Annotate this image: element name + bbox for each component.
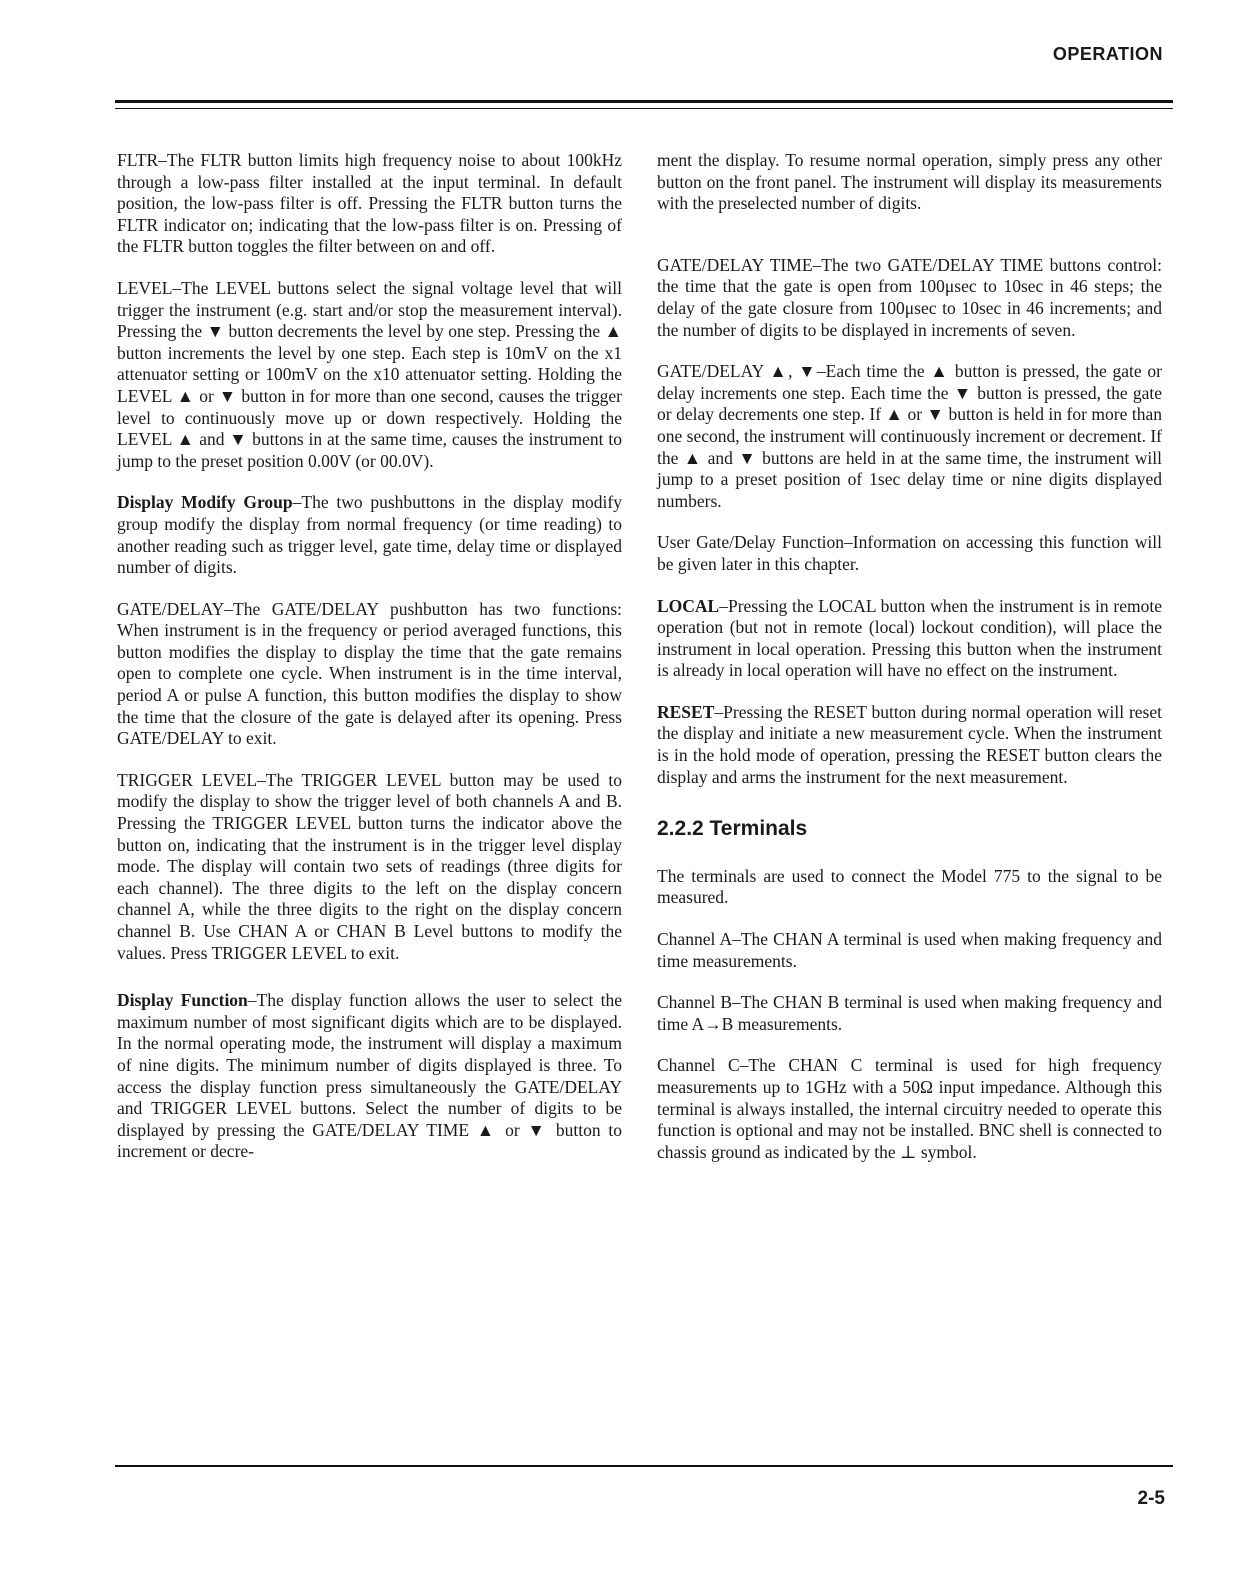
header-rule-thick [115, 100, 1173, 103]
channel-c-paragraph: Channel C–The CHAN C terminal is used for high frequency measurements up to 1GHz with a 50Ω input impedance. Although this terminal is always installed, the internal circuitry needed to operate this function is optional and may not be installed. BNC shell is connected to chassis ground as indicated by the ⊥ symbol. [657, 1055, 1162, 1162]
display-function-text: –The display function allows the user to select the maximum number of most significant digits which are to be displayed. In the normal operating mode, the instrument will display a maximum of nine digits. The minimum number of digits displayed is three. To access the display function press simultaneously the GATE/DELAY and TRIGGER LEVEL buttons. Select the number of digits to be displayed by pressing the GATE/DELAY TIME ▲ or ▼ button to increment or decre- [117, 990, 622, 1162]
terminals-intro-paragraph: The terminals are used to connect the Model 775 to the signal to be measured. [657, 865, 1162, 908]
left-column [117, 150, 622, 1183]
local-paragraph [657, 596, 1162, 682]
local-text: –Pressing the LOCAL button when the instrument is in remote operation (but not in remote (local) lockout condition), will place the instrument in local operation. Pressing this button when the instrument is already in local operation will have no effect on the instrument. [657, 595, 1162, 681]
reset-title: RESET [657, 701, 715, 722]
display-function-paragraph [117, 990, 622, 1163]
reset-paragraph [657, 702, 1162, 788]
section-heading-terminals: 2.2.2 Terminals [657, 817, 808, 841]
display-function-title: Display Function [117, 990, 248, 1011]
fltr-paragraph: FLTR–The FLTR button limits high frequency noise to about 100kHz through a low-pass filter installed at the input terminal. In default position, the low-pass filter is off. Pressing the FLTR button turns the FLTR indicator on; indicating that the low-pass filter is on. Pressing of the FLTR button toggles the filter between on and off. [117, 150, 622, 257]
gate-delay-paragraph: GATE/DELAY–The GATE/DELAY pushbutton has two functions: When instrument is in the frequency or period averaged functions, this button modifies the display to display the time that the gate remains open to complete one cycle. When instrument is in the time interval, period A or pulse A function, this button modifies the display to show the time that the closure of the gate is delayed after its opening. Press GATE/DELAY to exit. [117, 598, 622, 749]
display-modify-paragraph [117, 492, 622, 578]
user-gate-delay-paragraph: User Gate/Delay Function–Information on accessing this function will be given later in this chapter. [657, 532, 1162, 574]
page-number: 2-5 [1137, 1488, 1165, 1509]
display-modify-title: Display Modify Group [117, 492, 293, 513]
gate-delay-arrows-paragraph: GATE/DELAY ▲, ▼–Each time the ▲ button is pressed, the gate or delay increments one step. Each time the ▼ button is pressed, the gate or delay decrements one step. If ▲ or ▼ button is held in for more than one second, the instrument will continuously increment or decrement. If the ▲ and ▼ buttons are held in at the same time, the instrument will jump to a preset position of 1sec delay time or nine digits displayed numbers. [657, 361, 1162, 511]
reset-text: –Pressing the RESET button during normal operation will reset the display and initiate a new measurement cycle. When the instrument is in the hold mode of operation, pressing the RESET button clears the display and arms the instrument for the next measurement. [657, 701, 1162, 787]
local-title: LOCAL [657, 595, 720, 616]
continuation-paragraph: ment the display. To resume normal operation, simply press any other button on the front panel. The instrument will display its measurements with the preselected number of digits. [657, 150, 1162, 214]
header-rule-thin [115, 108, 1173, 109]
page-header-title: OPERATION [1052, 44, 1163, 64]
footer-rule [115, 1465, 1173, 1467]
level-paragraph: LEVEL–The LEVEL buttons select the signal voltage level that will trigger the instrument (e.g. start and/or stop the measurement interval). Pressing the ▼ button decrements the level by one step. Pressing the ▲ button increments the level by one step. Each step is 10mV on the x1 attenuator setting or 100mV on the x10 attenuator setting. Holding the LEVEL ▲ or ▼ button in for more than one second, causes the trigger level to continuously move up or down respectively. Holding the LEVEL ▲ and ▼ buttons in at the same time, causes the instrument to jump to the preset position 0.00V (or 00.0V). [117, 277, 622, 471]
trigger-level-paragraph: TRIGGER LEVEL–The TRIGGER LEVEL button may be used to modify the display to show the trigger level of both channels A and B. Pressing the TRIGGER LEVEL button turns the indicator above the button on, indicating that the instrument is in the trigger level display mode. The display will contain two sets of readings (three digits for each channel). The three digits to the left on the display concern channel A, while the three digits to the right on the display concern channel B. Use CHAN A or CHAN B Level buttons to modify the values. Press TRIGGER LEVEL to exit. [117, 769, 622, 963]
right-column [657, 150, 1162, 1183]
gate-delay-time-paragraph: GATE/DELAY TIME–The two GATE/DELAY TIME buttons control: the time that the gate is open from 100μsec to 10sec in 46 steps; the delay of the gate closure from 100μsec to 10sec in 46 increments; and the number of digits to be displayed in increments of seven. [657, 254, 1162, 340]
channel-a-paragraph: Channel A–The CHAN A terminal is used when making frequency and time measurements. [657, 929, 1162, 971]
display-modify-text: –The two pushbuttons in the display modify group modify the display from normal frequency (or time reading) to another reading such as trigger level, gate time, delay time or displayed number of digits. [117, 492, 622, 578]
channel-b-paragraph: Channel B–The CHAN B terminal is used when making frequency and time A→B measurements. [657, 992, 1162, 1034]
